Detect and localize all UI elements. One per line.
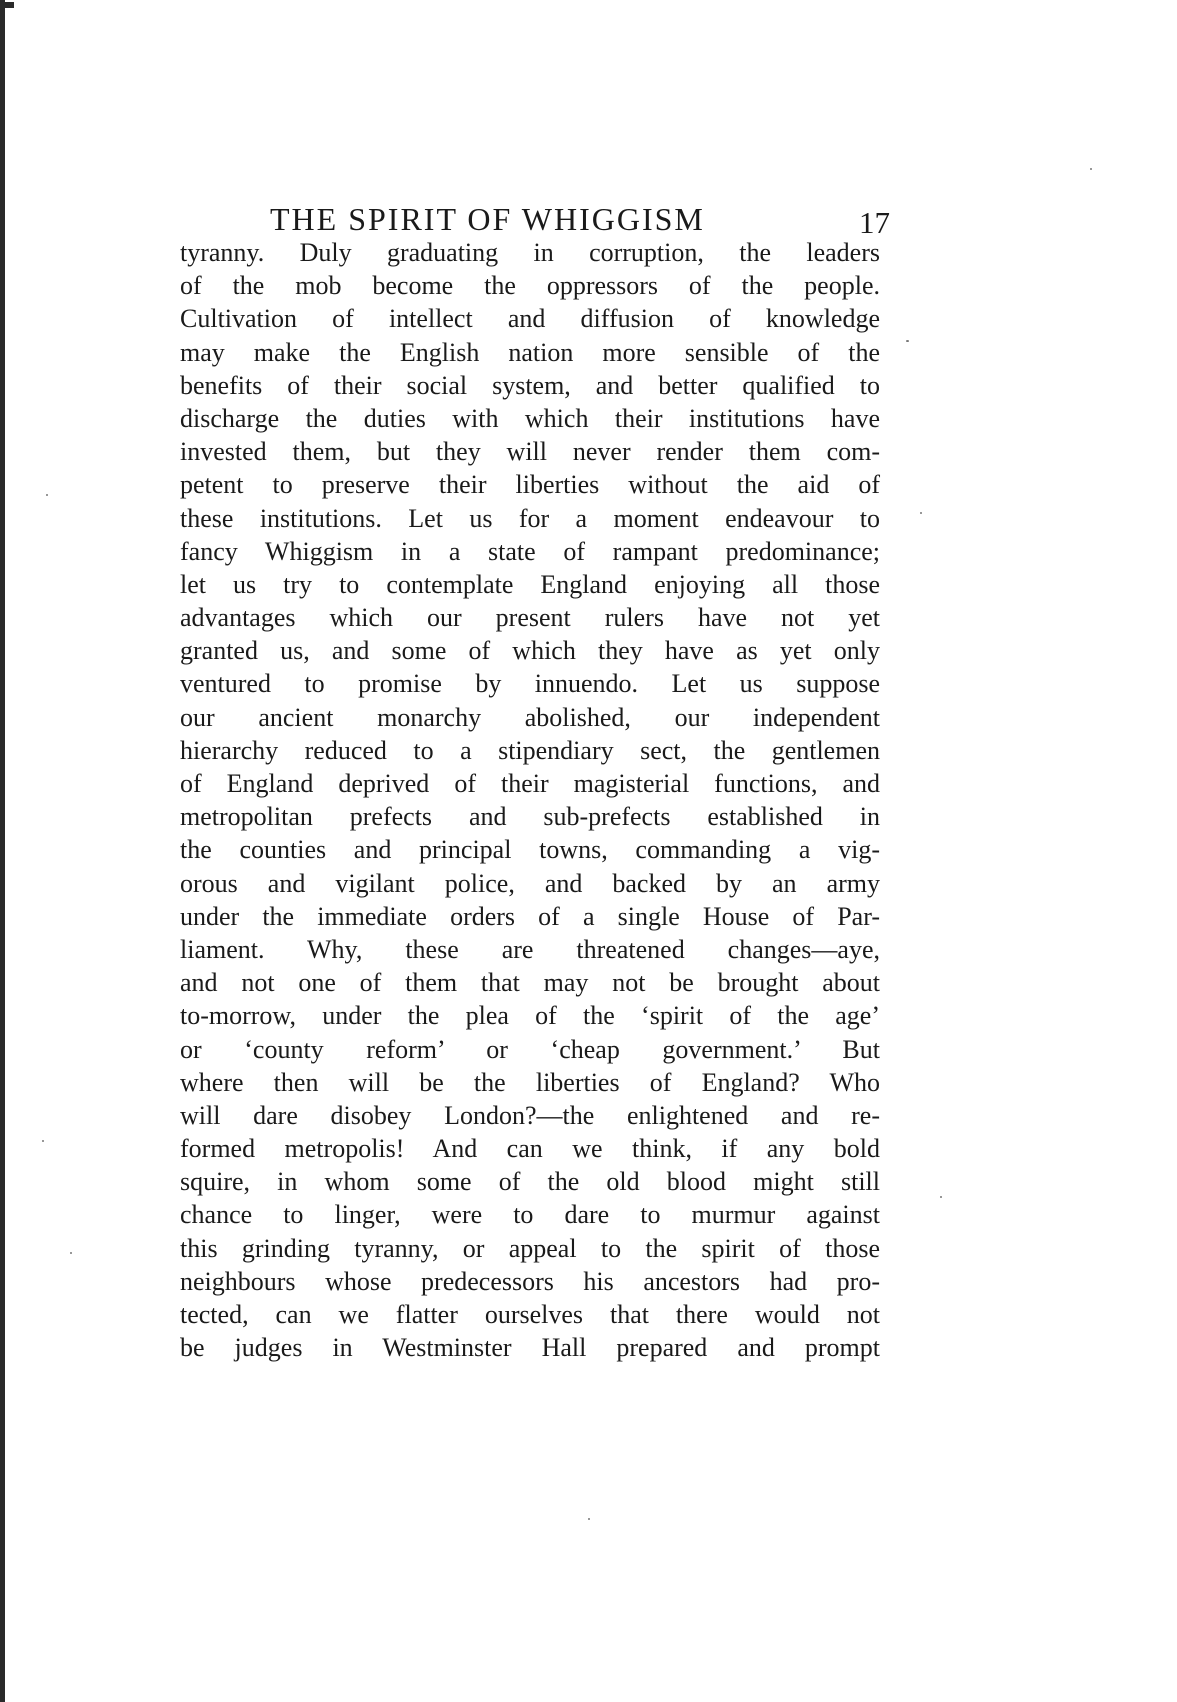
text-line: may make the English nation more sensible of the [180,337,880,367]
text-line: tected, can we flatter ourselves that there would not [180,1300,880,1329]
page-binding-cap [0,2,14,8]
scan-speck [1090,168,1092,170]
text-line: granted us, and some of which they have as yet only [180,636,880,666]
text-line: be judges in Westminster Hall prepared and prompt [180,1333,880,1363]
page-number: 17 [859,205,890,240]
text-line: neighbours whose predecessors his ancestors had pro- [180,1266,880,1296]
text-line: this grinding tyranny, or appeal to the spirit of those [180,1233,880,1263]
text-line: discharge the duties with which their institutions have [180,403,880,433]
text-line: or ‘county reform’ or ‘cheap government.’ But [180,1034,880,1064]
running-title: THE SPIRIT OF WHIGGISM [270,201,705,237]
text-line: petent to preserve their liberties without the aid of [180,470,880,500]
scan-speck [588,1518,590,1520]
text-line: our ancient monarchy abolished, our independent [180,702,880,732]
text-line: fancy Whiggism in a state of rampant predominance; [180,536,880,566]
text-line: chance to linger, were to dare to murmur against [180,1200,880,1230]
text-line: benefits of their social system, and better qualified to [180,370,880,400]
text-line: formed metropolis! And can we think, if any bold [180,1134,880,1164]
scan-speck [42,1140,44,1142]
body-text [180,236,880,1364]
text-line: these institutions. Let us for a moment endeavour to [180,503,880,533]
text-line: squire, in whom some of the old blood might still [180,1167,880,1197]
text-line: and not one of them that may not be brought about [180,968,880,998]
text-line: will dare disobey London?—the enlightened and re- [180,1100,880,1130]
page-binding-edge [0,0,5,1702]
text-line: under the immediate orders of a single House of Par- [180,901,880,931]
text-line: tyranny. Duly graduating in corruption, the leaders [180,238,880,267]
text-line: the counties and principal towns, commanding a vig- [180,835,880,865]
text-line: ventured to promise by innuendo. Let us suppose [180,669,880,699]
text-line: liament. Why, these are threatened changes—aye, [180,934,880,964]
scan-speck [46,494,48,496]
text-line: let us try to contemplate England enjoying all those [180,569,880,599]
scan-speck [920,512,922,514]
text-line: where then will be the liberties of England? Who [180,1067,880,1097]
text-line: hierarchy reduced to a stipendiary sect, the gentlemen [180,735,880,765]
text-line: orous and vigilant police, and backed by an army [180,868,880,898]
text-line: of England deprived of their magisterial functions, and [180,769,880,798]
text-line: Cultivation of intellect and diffusion of knowledge [180,304,880,334]
text-line: metropolitan prefects and sub-prefects established in [180,802,880,832]
scan-speck [940,1196,942,1198]
scan-speck [70,1252,72,1254]
scan-speck [906,340,909,342]
text-line: to-morrow, under the plea of the ‘spirit of the age’ [180,1001,880,1031]
text-line: invested them, but they will never render them com- [180,437,880,467]
text-line: of the mob become the oppressors of the people. [180,271,880,301]
text-line: advantages which our present rulers have not yet [180,603,880,633]
